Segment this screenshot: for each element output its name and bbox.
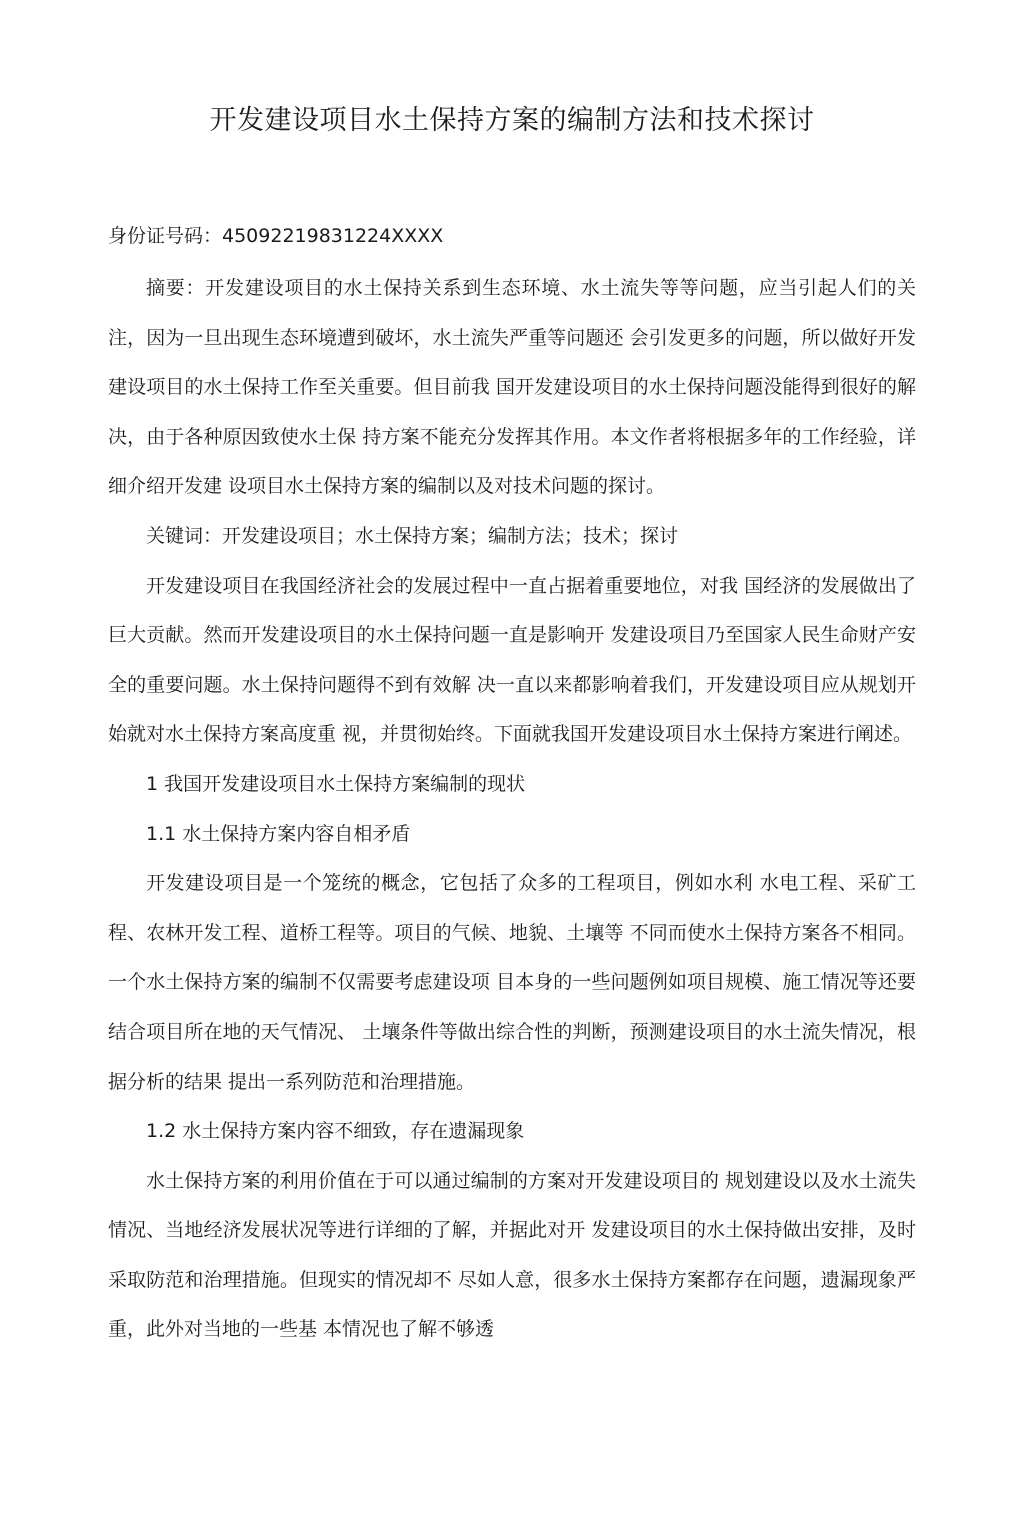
abstract-paragraph: 摘要：开发建设项目的水土保持关系到生态环境、水土流失等等问题，应当引起人们的关注，因为一旦出现生态环境遭到破坏，水土流失严重等问题还 会引发更多的问题，所以做好开发建设项目的水土保持工作至关重要。但目前我 国开发建设项目的水土保持问题没能得到很好的解决，由于各种原因致使水土保 持方案不能充分发挥其作用。本文作者将根据多年的工作经验，详细介绍开发建 设项目水土保持方案的编制以及对技术问题的探讨。 (108, 277, 916, 498)
id-number-line: 身份证号码：45092219831224XXXX (108, 225, 444, 247)
section-1-1-heading: 1.1 水土保持方案内容自相矛盾 (146, 822, 411, 845)
section-1-2-heading: 1.2 水土保持方案内容不细致，存在遗漏现象 (146, 1120, 525, 1143)
keywords-paragraph: 关键词：开发建设项目；水土保持方案；编制方法；技术；探讨 (146, 524, 679, 547)
section-1-heading: 1 我国开发建设项目水土保持方案编制的现状 (146, 772, 526, 795)
document-title: 开发建设项目水土保持方案的编制方法和技术探讨 (209, 105, 815, 136)
intro-paragraph: 开发建设项目在我国经济社会的发展过程中一直占据着重要地位，对我 国经济的发展做出了巨大贡献。然而开发建设项目的水土保持问题一直是影响开 发建设项目乃至国家人民生命财产安全的重要问题。水土保持问题得不到有效解 决一直以来都影响着我们，开发建设项目应从规划开始就对水土保持方案高度重 视，并贯彻始终。下面就我国开发建设项目水土保持方案进行阐述。 (108, 574, 916, 746)
document-body (108, 264, 916, 1355)
section-1-2-paragraph: 水土保持方案的利用价值在于可以通过编制的方案对开发建设项目的 规划建设以及水土流失情况、当地经济发展状况等进行详细的了解，并据此对开 发建设项目的水土保持做出安排，及时采取防范和治理措施。但现实的情况却不 尽如人意，很多水土保持方案都存在问题，遗漏现象严重，此外对当地的一些基 本情况也了解不够透 (108, 1169, 916, 1341)
section-1-1-paragraph: 开发建设项目是一个笼统的概念，它包括了众多的工程项目，例如水利 水电工程、采矿工程、农林开发工程、道桥工程等。项目的气候、地貌、土壤等 不同而使水土保持方案各不相同。一个水土保持方案的编制不仅需要考虑建设项 目本身的一些问题例如项目规模、施工情况等还要结合项目所在地的天气情况、 土壤条件等做出综合性的判断，预测建设项目的水土流失情况，根据分析的结果 提出一系列防范和治理措施。 (108, 872, 916, 1093)
